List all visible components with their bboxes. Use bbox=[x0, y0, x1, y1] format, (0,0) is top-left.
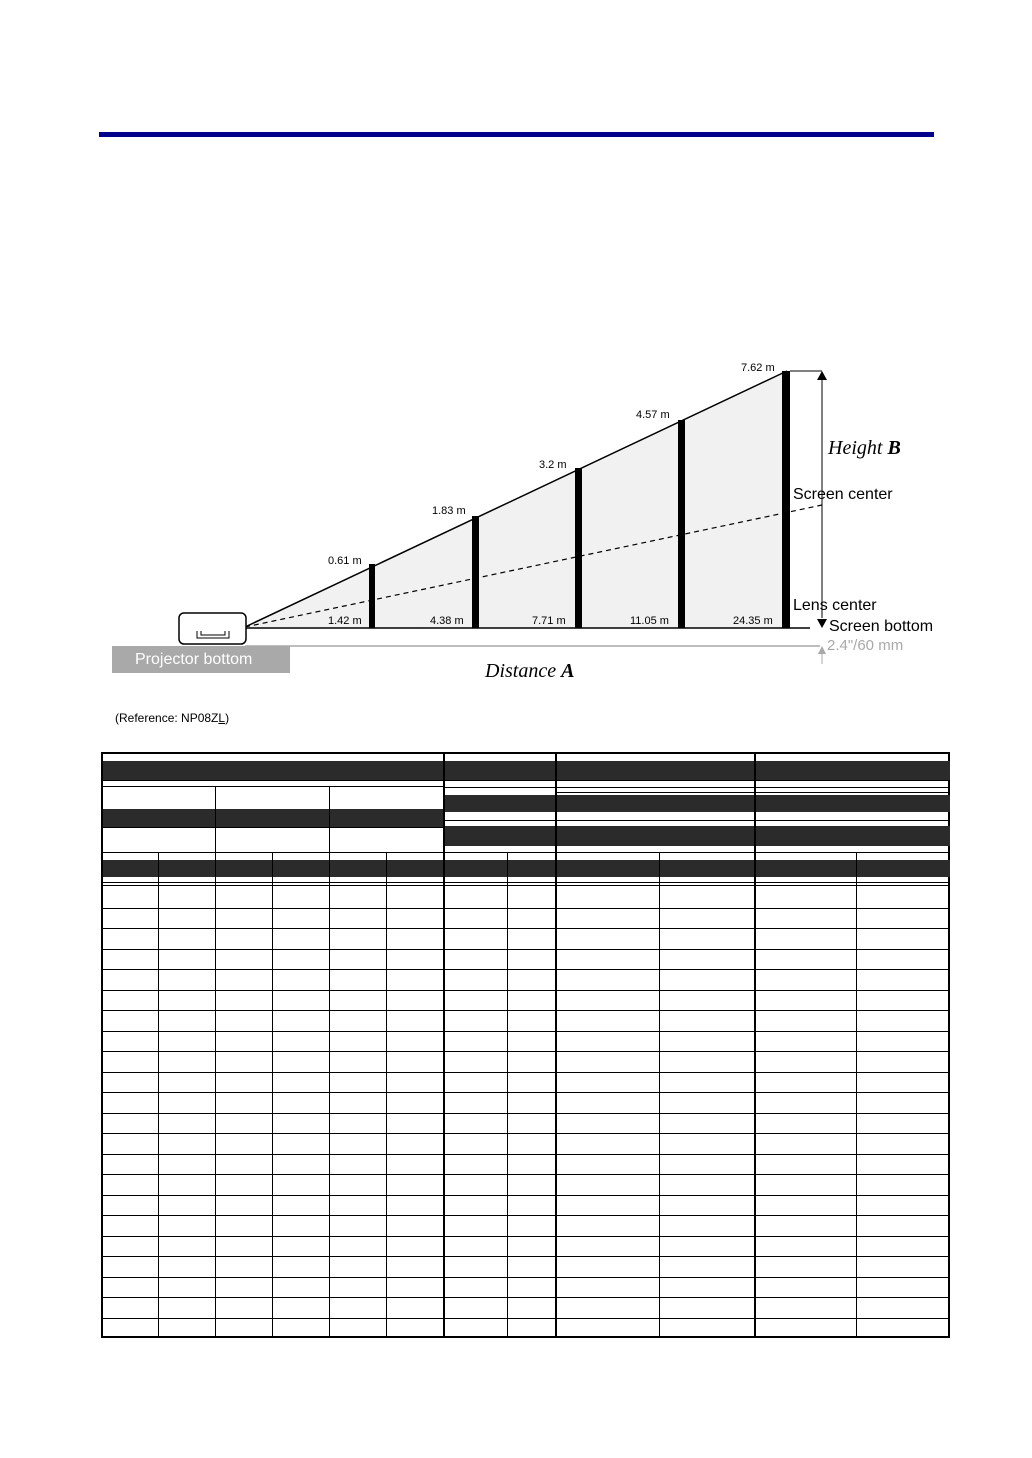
table-row bbox=[103, 990, 950, 991]
table-rule bbox=[103, 827, 443, 828]
offset-label: 2.4"/60 mm bbox=[827, 637, 904, 654]
table-column-rule bbox=[386, 852, 387, 1338]
reference-suffix: ) bbox=[225, 711, 230, 725]
screen-height-label: 4.57 m bbox=[636, 409, 670, 421]
table-row bbox=[103, 1215, 950, 1216]
reference-note bbox=[115, 711, 229, 725]
table-header-cell bbox=[557, 795, 754, 812]
distance-label: 1.42 m bbox=[328, 615, 362, 627]
projector-body bbox=[179, 613, 246, 644]
table-column-rule bbox=[329, 786, 330, 1338]
table-row bbox=[103, 1092, 950, 1093]
table-rule bbox=[103, 882, 950, 883]
distance-label: 11.05 m bbox=[630, 615, 669, 627]
table-row bbox=[103, 1072, 950, 1073]
top-rule bbox=[99, 132, 934, 138]
table-rule bbox=[103, 885, 950, 886]
screen-center-label: Screen center bbox=[793, 486, 893, 503]
table-column-rule bbox=[215, 786, 216, 1338]
table-row bbox=[103, 1318, 950, 1319]
table-row bbox=[103, 1031, 950, 1032]
table-column-rule bbox=[272, 852, 273, 1338]
screen-height-label: 7.62 m bbox=[741, 362, 775, 374]
arrow-down-icon bbox=[817, 619, 827, 628]
arrow-up-icon bbox=[817, 371, 827, 380]
distance-axis-label: Distance A bbox=[485, 660, 575, 682]
table-row bbox=[103, 1236, 950, 1237]
projection-diagram bbox=[0, 350, 1032, 690]
table-column-rule bbox=[507, 852, 508, 1338]
table-column-rule bbox=[443, 754, 445, 1338]
reference-underlined: L bbox=[218, 711, 226, 725]
offset-arrow-up-icon bbox=[818, 646, 826, 654]
table-header-cell bbox=[103, 809, 443, 827]
screen-height-label: 0.61 m bbox=[328, 555, 362, 567]
table-row bbox=[103, 1277, 950, 1278]
table-row bbox=[103, 949, 950, 950]
distance-label: 7.71 m bbox=[532, 615, 566, 627]
table-header-cell bbox=[445, 826, 950, 846]
table-row bbox=[103, 1154, 950, 1155]
table-rule bbox=[103, 786, 443, 787]
table-column-rule bbox=[158, 852, 159, 1338]
table-row bbox=[103, 1174, 950, 1175]
table-header-cell bbox=[557, 761, 754, 780]
table-rule bbox=[445, 787, 950, 788]
projector-bottom-label: Projector bottom bbox=[135, 651, 253, 668]
screen-height-label: 1.83 m bbox=[432, 505, 466, 517]
table-rule bbox=[445, 820, 950, 821]
table-rule bbox=[103, 852, 950, 853]
table-row bbox=[103, 1256, 950, 1257]
table-row bbox=[103, 908, 950, 909]
table-header-cell bbox=[756, 761, 950, 780]
table-row bbox=[103, 1195, 950, 1196]
table-column-rule bbox=[659, 852, 660, 1338]
table-header-cell bbox=[103, 860, 950, 877]
screen-bottom-label: Screen bottom bbox=[829, 618, 934, 635]
table-row bbox=[103, 1297, 950, 1298]
screen-height-label: 3.2 m bbox=[539, 459, 567, 471]
table-row bbox=[103, 1133, 950, 1134]
screen-bar-3 bbox=[575, 468, 582, 628]
screen-bar-4 bbox=[678, 420, 685, 628]
lens-center-label: Lens center bbox=[793, 597, 877, 614]
table-column-rule bbox=[754, 754, 756, 1338]
height-label: Height B bbox=[828, 437, 901, 459]
distance-label: 4.38 m bbox=[430, 615, 464, 627]
table-column-rule bbox=[856, 852, 857, 1338]
table-rule bbox=[103, 780, 950, 781]
reference-prefix: (Reference: NP08Z bbox=[115, 711, 219, 725]
table-row bbox=[103, 928, 950, 929]
distance-label: 24.35 m bbox=[733, 615, 773, 627]
table-header-cell bbox=[445, 795, 555, 812]
table-column-rule bbox=[555, 754, 557, 1338]
table-header-cell bbox=[103, 761, 443, 780]
screen-bar-1 bbox=[369, 564, 375, 628]
table-header-cell bbox=[756, 795, 950, 812]
table-row bbox=[103, 969, 950, 970]
throw-distance-table bbox=[101, 752, 950, 1338]
table-row bbox=[103, 1051, 950, 1052]
table-row bbox=[103, 1010, 950, 1011]
table-row bbox=[103, 1113, 950, 1114]
table-header-cell bbox=[445, 761, 555, 780]
screen-bar-5 bbox=[782, 371, 790, 628]
screen-bar-2 bbox=[472, 516, 479, 628]
